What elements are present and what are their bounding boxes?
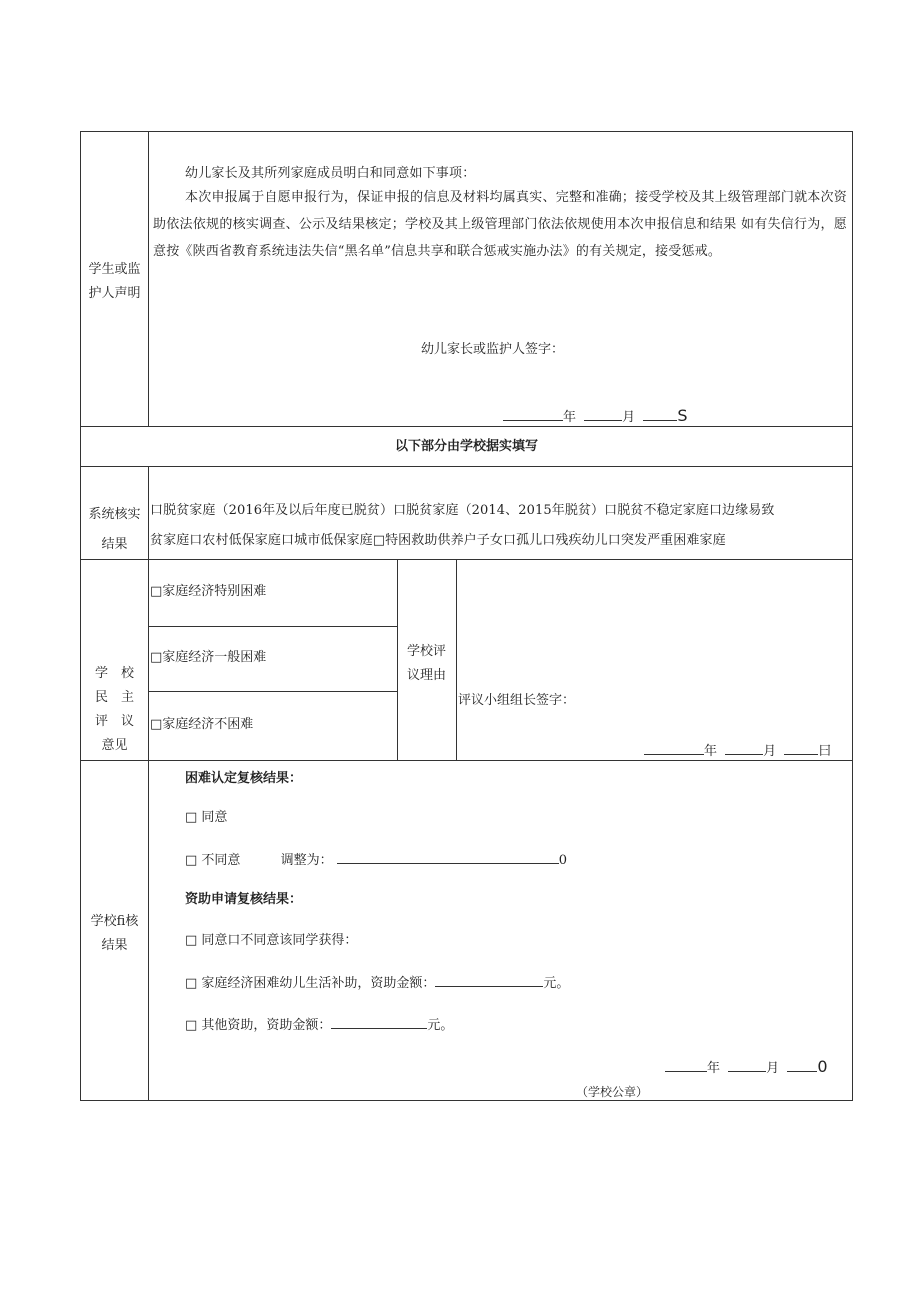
aid-review-title: 资助申请复核结果： (185, 892, 303, 907)
declaration-date: 年 月 S (503, 406, 687, 426)
aid-application-form (80, 131, 853, 1101)
agree-checkbox[interactable]: □ 同意 (185, 810, 228, 825)
democratic-review-label: 学 校 民 主 评 议 意见 (94, 666, 134, 753)
column-divider (148, 466, 149, 1100)
row-divider (81, 466, 852, 467)
living-subsidy-row: □ 家庭经济困难幼儿生活补助，资助金额： 元。 (185, 976, 570, 991)
school-section-header: 以下部分由学校据实填写 (394, 439, 538, 454)
review-date: 年 月 曰 (644, 742, 831, 760)
declaration-label: 学生或监 护人声明 (88, 262, 141, 301)
other-aid-amount-field[interactable] (331, 1016, 427, 1029)
school-review-label: 学校fi核 结果 (90, 914, 139, 953)
school-seal-label: （学校公章） (576, 1085, 649, 1099)
option-extreme-difficulty[interactable]: □家庭经济特别困难 (150, 584, 267, 599)
school-review-date: 年 月 0 (665, 1057, 828, 1077)
option-no-difficulty[interactable]: □家庭经济不困难 (150, 717, 254, 732)
disagree-row: □ 不同意 调整为： 0 (185, 853, 567, 868)
row-divider (81, 760, 852, 761)
signature-label: 幼儿家长或监护人签字： (421, 342, 565, 357)
row-divider (81, 426, 852, 427)
verification-options-line2: 贫家庭口农村低保家庭口城市低保家庭□特困救助供养户子女口孤儿口残疾幼儿口突发严重困难家庭 (150, 533, 726, 548)
row-divider (81, 559, 852, 560)
adjust-field[interactable] (337, 851, 559, 864)
declaration-intro: 幼儿家长及其所列家庭成员明白和同意如下事项： (185, 166, 476, 181)
disagree-checkbox[interactable]: □ 不同意 (185, 853, 241, 868)
verification-options-line1: 口脱贫家庭（2016年及以后年度已脱贫）口脱贫家庭（2014、2015年脱贫）口脱贫不稳定家庭口边缘易致 (150, 503, 775, 518)
column-divider (148, 132, 149, 426)
other-aid-row: □ 其他资助，资助金额： 元。 (185, 1018, 454, 1033)
aid-agree-checkbox[interactable]: □ 同意口不同意该同学获得： (185, 933, 358, 948)
row-divider (149, 626, 397, 627)
option-general-difficulty[interactable]: □家庭经济一般困难 (150, 650, 267, 665)
difficulty-review-title: 困难认定复核结果： (185, 771, 303, 786)
leader-signature-label: 评议小组组长签字： (458, 693, 576, 708)
review-reason-label: 学校评 议理由 (406, 644, 446, 683)
living-subsidy-amount-field[interactable] (435, 974, 543, 987)
verification-label: 系统核实 结果 (88, 507, 141, 552)
row-divider (149, 691, 397, 692)
column-divider (456, 559, 457, 760)
living-subsidy-checkbox[interactable]: □ 家庭经济困难幼儿生活补助，资助金额： (185, 976, 436, 991)
declaration-body: 本次申报属于自愿申报行为，保证申报的信息及材料均属真实、完整和准确；接受学校及其上级管理部门就本次资助依法依规的核实调查、公示及结果核定；学校及其上级管理部门依法依规使用本次申报信息和结果 如有失信行为，愿意按《陕西省教育系统违法失信“黑名单”信息共享和联合惩戒实施办法》的有关规定，接受惩戒。 (153, 190, 847, 259)
other-aid-checkbox[interactable]: □ 其他资助，资助金额： (185, 1018, 332, 1033)
adjust-label: 调整为： (280, 853, 333, 868)
